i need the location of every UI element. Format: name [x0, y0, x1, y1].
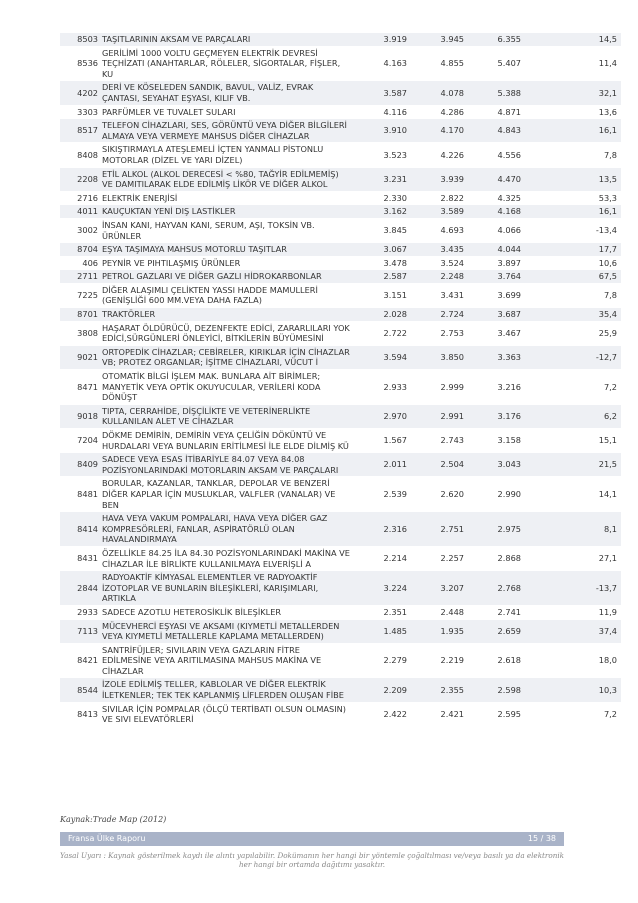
value-2010-cell: 3.224	[354, 571, 411, 606]
hs-code-cell: 2933	[60, 605, 100, 619]
value-2012-cell: 2.768	[468, 571, 525, 606]
product-description-cell: EŞYA TAŞIMAYA MAHSUS MOTORLU TAŞITLAR	[100, 243, 354, 257]
table-row	[60, 678, 621, 702]
product-description-cell: SANTRİFÜJLER; SIVILARIN VEYA GAZLARIN FİTRE EDİLMESİNE VEYA ARITILMASINA MAHSUS MAKİNA VE CİHAZLAR	[100, 643, 354, 678]
value-2012-cell: 6.355	[468, 33, 525, 46]
table-row	[60, 205, 621, 219]
value-2012-cell: 5.388	[468, 81, 525, 105]
source-note: Kaynak:Trade Map (2012)	[60, 815, 167, 824]
product-description-cell: PEYNİR VE PIHTILAŞMIŞ ÜRÜNLER	[100, 256, 354, 270]
hs-code-cell: 3002	[60, 218, 100, 242]
product-description-cell: PARFÜMLER VE TUVALET SULARI	[100, 105, 354, 119]
hs-code-cell: 8409	[60, 453, 100, 477]
value-2010-cell: 3.919	[354, 33, 411, 46]
change-percent-cell: 32,1	[525, 81, 621, 105]
product-description-cell: TELEFON CİHAZLARI, SES, GÖRÜNTÜ VEYA DİĞER BİLGİLERİ ALMAYA VEYA VERMEYE MAHSUS DİĞER CİHAZLAR	[100, 119, 354, 143]
value-2011-cell: 4.226	[411, 143, 468, 167]
value-2012-cell: 3.897	[468, 256, 525, 270]
table-row	[60, 270, 621, 284]
value-2012-cell: 3.158	[468, 429, 525, 453]
table-row	[60, 512, 621, 547]
product-description-cell: DÖKME DEMİRİN, DEMİRİN VEYA ÇELİĞİN DÖKÜNTÜ VE HURDALARI VEYA BUNLARIN ERİTİLMESİ İLE ELDE DİLMİŞ KÜ	[100, 429, 354, 453]
change-percent-cell: 11,4	[525, 46, 621, 81]
hs-code-cell: 4202	[60, 81, 100, 105]
hs-code-cell: 8414	[60, 512, 100, 547]
change-percent-cell: 67,5	[525, 270, 621, 284]
value-2012-cell: 3.764	[468, 270, 525, 284]
value-2012-cell: 3.687	[468, 308, 525, 322]
value-2012-cell: 2.618	[468, 643, 525, 678]
value-2010-cell: 3.067	[354, 243, 411, 257]
value-2012-cell: 5.407	[468, 46, 525, 81]
hs-code-cell: 8431	[60, 546, 100, 570]
change-percent-cell: 53,3	[525, 191, 621, 205]
value-2011-cell: 2.219	[411, 643, 468, 678]
value-2010-cell: 3.845	[354, 218, 411, 242]
change-percent-cell: 21,5	[525, 453, 621, 477]
value-2010-cell: 3.162	[354, 205, 411, 219]
value-2012-cell: 2.595	[468, 702, 525, 726]
hs-code-cell: 7204	[60, 429, 100, 453]
product-description-cell: GERİLİMİ 1000 VOLTU GEÇMEYEN ELEKTRİK DEVRESİ TEÇHİZATI (ANAHTARLAR, RÖLELER, SİGORTALAR, FİŞLER, KU	[100, 46, 354, 81]
product-description-cell: ETİL ALKOL (ALKOL DERECESİ < %80, TAĞYİR EDİLMEMİŞ) VE DAMITILARAK ELDE EDİLMİŞ LİKÖR VE DİĞER ALKOL	[100, 167, 354, 191]
value-2010-cell: 3.151	[354, 283, 411, 307]
value-2012-cell: 2.598	[468, 678, 525, 702]
table-row	[60, 345, 621, 369]
table-row	[60, 429, 621, 453]
hs-code-cell: 8503	[60, 33, 100, 46]
value-2012-cell: 4.843	[468, 119, 525, 143]
change-percent-cell: 15,1	[525, 429, 621, 453]
value-2011-cell: 3.939	[411, 167, 468, 191]
change-percent-cell: 27,1	[525, 546, 621, 570]
table-row	[60, 370, 621, 405]
value-2012-cell: 2.868	[468, 546, 525, 570]
hs-code-cell: 8517	[60, 119, 100, 143]
value-2010-cell: 1.567	[354, 429, 411, 453]
value-2010-cell: 4.116	[354, 105, 411, 119]
change-percent-cell: 35,4	[525, 308, 621, 322]
value-2011-cell: 4.693	[411, 218, 468, 242]
product-description-cell: TRAKTÖRLER	[100, 308, 354, 322]
value-2011-cell: 3.207	[411, 571, 468, 606]
change-percent-cell: 25,9	[525, 321, 621, 345]
product-description-cell: RADYOAKTİF KİMYASAL ELEMENTLER VE RADYOAKTİF İZOTOPLAR VE BUNLARIN BİLEŞİKLERİ, KARIŞIMLARI, ARTIKLA	[100, 571, 354, 606]
value-2011-cell: 2.248	[411, 270, 468, 284]
change-percent-cell: 7,2	[525, 702, 621, 726]
product-description-cell: ORTOPEDİK CİHAZLAR; CEBİRELER, KIRIKLAR İÇİN CİHAZLAR VB; PROTEZ ORGANLAR; İŞİTME CİHAZLARI, VÜCUT İ	[100, 345, 354, 369]
value-2011-cell: 2.724	[411, 308, 468, 322]
value-2010-cell: 3.523	[354, 143, 411, 167]
table-row	[60, 256, 621, 270]
value-2012-cell: 4.066	[468, 218, 525, 242]
change-percent-cell: 13,6	[525, 105, 621, 119]
footer-report-title: Fransa Ülke Raporu	[68, 834, 146, 843]
product-description-cell: PETROL GAZLARI VE DİĞER GAZLI HİDROKARBONLAR	[100, 270, 354, 284]
table-row	[60, 243, 621, 257]
value-2012-cell: 3.216	[468, 370, 525, 405]
change-percent-cell: -12,7	[525, 345, 621, 369]
product-description-cell: ELEKTRİK ENERJİSİ	[100, 191, 354, 205]
value-2011-cell: 2.991	[411, 404, 468, 428]
table-row	[60, 46, 621, 81]
hs-code-cell: 8481	[60, 477, 100, 512]
change-percent-cell: 17,7	[525, 243, 621, 257]
change-percent-cell: 10,3	[525, 678, 621, 702]
table-row	[60, 404, 621, 428]
value-2010-cell: 2.316	[354, 512, 411, 547]
product-description-cell: HAŞARAT ÖLDÜRÜCÜ, DEZENFEKTE EDİCİ, ZARARLILARI YOK EDİCİ,SÜRGÜNLERİ ÖNLEYİCİ, BİTKİLERİN BÜYÜMESİNİ	[100, 321, 354, 345]
hs-code-cell: 8544	[60, 678, 100, 702]
product-description-cell: SADECE AZOTLU HETEROSİKLİK BİLEŞİKLER	[100, 605, 354, 619]
change-percent-cell: 11,9	[525, 605, 621, 619]
value-2012-cell: 3.176	[468, 404, 525, 428]
change-percent-cell: 37,4	[525, 619, 621, 643]
legal-disclaimer: Yasal Uyarı : Kaynak gösterilmek kaydı ile alıntı yapılabilir. Dokümanın her hangi bir yöntemle çoğaltılması ve/veya basılı ya da elektronik her hangi bir ortamda dağıtımı yasaktır.	[60, 851, 564, 869]
value-2010-cell: 2.028	[354, 308, 411, 322]
value-2011-cell: 3.945	[411, 33, 468, 46]
value-2011-cell: 3.435	[411, 243, 468, 257]
value-2011-cell: 2.753	[411, 321, 468, 345]
product-description-cell: MÜCEVHERCİ EŞYASI VE AKSAMI (KIYMETLİ METALLERDEN VEYA KIYMETLİ METALLERLE KAPLAMA METALLERDEN)	[100, 619, 354, 643]
table-row	[60, 619, 621, 643]
change-percent-cell: -13,4	[525, 218, 621, 242]
value-2012-cell: 4.168	[468, 205, 525, 219]
hs-code-cell: 7113	[60, 619, 100, 643]
product-description-cell: TAŞITLARININ AKSAM VE PARÇALARI	[100, 33, 354, 46]
table-row	[60, 191, 621, 205]
product-description-cell: ÖZELLİKLE 84.25 İLA 84.30 POZİSYONLARINDAKİ MAKİNA VE CİHAZLAR İLE BİRLİKTE KULLANILMAYA ELVERİŞLİ A	[100, 546, 354, 570]
table-row	[60, 308, 621, 322]
value-2010-cell: 3.587	[354, 81, 411, 105]
value-2012-cell: 4.325	[468, 191, 525, 205]
value-2011-cell: 4.170	[411, 119, 468, 143]
hs-code-cell: 9018	[60, 404, 100, 428]
hs-code-cell: 8471	[60, 370, 100, 405]
value-2012-cell: 2.975	[468, 512, 525, 547]
hs-code-cell: 8536	[60, 46, 100, 81]
change-percent-cell: 7,2	[525, 370, 621, 405]
product-description-cell: HAVA VEYA VAKUM POMPALARI, HAVA VEYA DİĞER GAZ KOMPRESÖRLERİ, FANLAR, ASPİRATÖRLÜ OLAN HAVALANDIRMAYA	[100, 512, 354, 547]
hs-code-cell: 3808	[60, 321, 100, 345]
value-2010-cell: 2.587	[354, 270, 411, 284]
product-description-cell: SIKIŞTIRMAYLA ATEŞLEMELİ İÇTEN YANMALI PİSTONLU MOTORLAR (DİZEL VE YARI DİZEL)	[100, 143, 354, 167]
footer-page-number: 15 / 38	[527, 834, 556, 843]
value-2010-cell: 2.011	[354, 453, 411, 477]
product-description-cell: SADECE VEYA ESAS İTİBARİYLE 84.07 VEYA 84.08 POZİSYONLARINDAKİ MOTORLARIN AKSAM VE PARÇALARI	[100, 453, 354, 477]
value-2011-cell: 2.421	[411, 702, 468, 726]
value-2010-cell: 2.330	[354, 191, 411, 205]
footer-bar	[60, 832, 564, 846]
table-row	[60, 218, 621, 242]
value-2011-cell: 2.257	[411, 546, 468, 570]
value-2011-cell: 3.850	[411, 345, 468, 369]
value-2011-cell: 3.524	[411, 256, 468, 270]
value-2010-cell: 3.231	[354, 167, 411, 191]
value-2010-cell: 2.970	[354, 404, 411, 428]
value-2012-cell: 3.467	[468, 321, 525, 345]
hs-code-cell: 2711	[60, 270, 100, 284]
hs-code-cell: 8704	[60, 243, 100, 257]
hs-code-cell: 8701	[60, 308, 100, 322]
value-2010-cell: 2.722	[354, 321, 411, 345]
change-percent-cell: 16,1	[525, 205, 621, 219]
change-percent-cell: 10,6	[525, 256, 621, 270]
value-2011-cell: 2.822	[411, 191, 468, 205]
value-2011-cell: 4.078	[411, 81, 468, 105]
product-description-cell: DERİ VE KÖSELEDEN SANDIK, BAVUL, VALİZ, EVRAK ÇANTASI, SEYAHAT EŞYASI, KILIF VB.	[100, 81, 354, 105]
trade-table	[60, 33, 621, 727]
table-row	[60, 702, 621, 726]
product-description-cell: İNSAN KANI, HAYVAN KANI, SERUM, AŞI, TOKSİN VB. ÜRÜNLER	[100, 218, 354, 242]
value-2012-cell: 2.990	[468, 477, 525, 512]
change-percent-cell: 7,8	[525, 283, 621, 307]
value-2012-cell: 4.871	[468, 105, 525, 119]
value-2010-cell: 2.209	[354, 678, 411, 702]
value-2011-cell: 1.935	[411, 619, 468, 643]
hs-code-cell: 2844	[60, 571, 100, 606]
hs-code-cell: 4011	[60, 205, 100, 219]
table-row	[60, 119, 621, 143]
table-row	[60, 321, 621, 345]
table-row	[60, 167, 621, 191]
value-2012-cell: 2.659	[468, 619, 525, 643]
change-percent-cell: 14,1	[525, 477, 621, 512]
value-2011-cell: 2.504	[411, 453, 468, 477]
value-2011-cell: 3.589	[411, 205, 468, 219]
change-percent-cell: 18,0	[525, 643, 621, 678]
value-2011-cell: 2.743	[411, 429, 468, 453]
hs-code-cell: 7225	[60, 283, 100, 307]
table-row	[60, 453, 621, 477]
value-2010-cell: 2.422	[354, 702, 411, 726]
value-2012-cell: 2.741	[468, 605, 525, 619]
trade-table-body	[60, 33, 621, 726]
change-percent-cell: 16,1	[525, 119, 621, 143]
hs-code-cell: 9021	[60, 345, 100, 369]
hs-code-cell: 406	[60, 256, 100, 270]
trade-table-container	[60, 34, 617, 814]
product-description-cell: SIVILAR İÇİN POMPALAR (ÖLÇÜ TERTİBATI OLSUN OLMASIN) VE SIVI ELEVATÖRLERİ	[100, 702, 354, 726]
value-2011-cell: 2.751	[411, 512, 468, 547]
value-2012-cell: 4.044	[468, 243, 525, 257]
value-2010-cell: 2.351	[354, 605, 411, 619]
change-percent-cell: 13,5	[525, 167, 621, 191]
value-2011-cell: 4.855	[411, 46, 468, 81]
value-2012-cell: 4.470	[468, 167, 525, 191]
value-2010-cell: 4.163	[354, 46, 411, 81]
table-row	[60, 546, 621, 570]
change-percent-cell: 7,8	[525, 143, 621, 167]
hs-code-cell: 8421	[60, 643, 100, 678]
value-2011-cell: 2.999	[411, 370, 468, 405]
hs-code-cell: 2716	[60, 191, 100, 205]
value-2010-cell: 2.539	[354, 477, 411, 512]
table-row	[60, 571, 621, 606]
value-2011-cell: 2.620	[411, 477, 468, 512]
hs-code-cell: 8408	[60, 143, 100, 167]
value-2011-cell: 2.448	[411, 605, 468, 619]
value-2012-cell: 4.556	[468, 143, 525, 167]
value-2010-cell: 2.279	[354, 643, 411, 678]
hs-code-cell: 8413	[60, 702, 100, 726]
table-row	[60, 643, 621, 678]
change-percent-cell: 8,1	[525, 512, 621, 547]
value-2010-cell: 3.594	[354, 345, 411, 369]
change-percent-cell: 6,2	[525, 404, 621, 428]
value-2011-cell: 3.431	[411, 283, 468, 307]
value-2011-cell: 4.286	[411, 105, 468, 119]
table-row	[60, 283, 621, 307]
table-row	[60, 143, 621, 167]
value-2010-cell: 3.910	[354, 119, 411, 143]
hs-code-cell: 2208	[60, 167, 100, 191]
product-description-cell: İZOLE EDİLMİŞ TELLER, KABLOLAR VE DİĞER ELEKTRİK İLETKENLER; TEK TEK KAPLANMIŞ LİFLERDEN OLUŞAN FİBE	[100, 678, 354, 702]
value-2010-cell: 2.214	[354, 546, 411, 570]
value-2010-cell: 1.485	[354, 619, 411, 643]
change-percent-cell: 14,5	[525, 33, 621, 46]
hs-code-cell: 3303	[60, 105, 100, 119]
change-percent-cell: -13,7	[525, 571, 621, 606]
table-row	[60, 33, 621, 46]
value-2010-cell: 3.478	[354, 256, 411, 270]
value-2010-cell: 2.933	[354, 370, 411, 405]
value-2012-cell: 3.043	[468, 453, 525, 477]
table-row	[60, 477, 621, 512]
table-row	[60, 105, 621, 119]
product-description-cell: TIPTA, CERRAHİDE, DİŞÇİLİKTE VE VETERİNERLİKTE KULLANILAN ALET VE CİHAZLAR	[100, 404, 354, 428]
product-description-cell: DİĞER ALAŞIMLI ÇELİKTEN YASSI HADDE MAMULLERİ (GENİŞLİĞİ 600 MM.VEYA DAHA FAZLA)	[100, 283, 354, 307]
table-row	[60, 605, 621, 619]
value-2012-cell: 3.699	[468, 283, 525, 307]
value-2012-cell: 3.363	[468, 345, 525, 369]
product-description-cell: OTOMATİK BİLGİ İŞLEM MAK. BUNLARA AİT BİRİMLER; MANYETİK VEYA OPTİK OKUYUCULAR, VERİLERİ KODA DÖNÜŞT	[100, 370, 354, 405]
product-description-cell: BORULAR, KAZANLAR, TANKLAR, DEPOLAR VE BENZERİ DİĞER KAPLAR İÇİN MUSLUKLAR, VALFLER (VANALAR) VE BEN	[100, 477, 354, 512]
table-row	[60, 81, 621, 105]
value-2011-cell: 2.355	[411, 678, 468, 702]
product-description-cell: KAUÇUKTAN YENİ DIŞ LASTİKLER	[100, 205, 354, 219]
